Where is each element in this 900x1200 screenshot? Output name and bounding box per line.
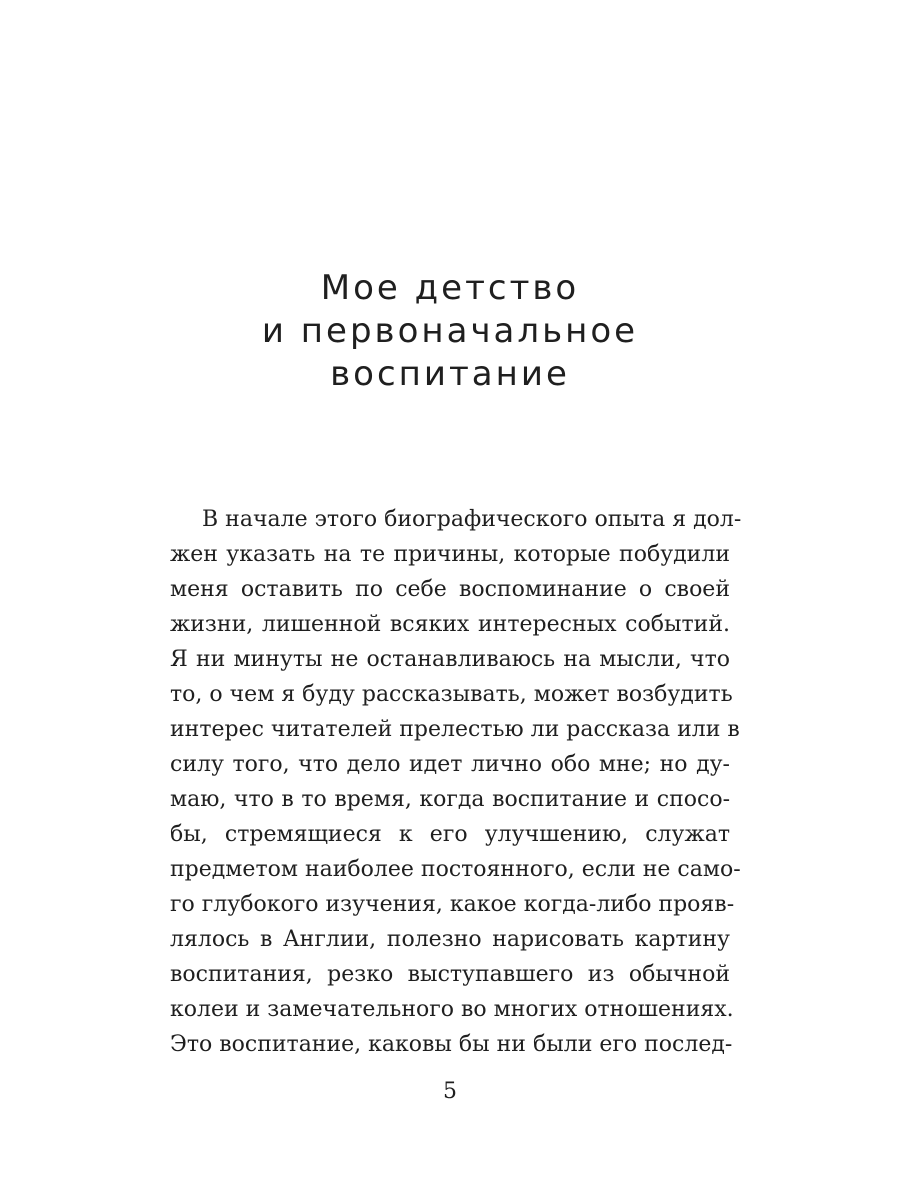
text-line: бы, стремящиеся к его улучшению, служат: [170, 822, 730, 847]
text-line: жен указать на те причины, которые побудили: [170, 542, 730, 567]
chapter-title-line: воспитание: [330, 354, 570, 394]
text-line: силу того, что дело идет лично обо мне; но ду-: [170, 752, 730, 777]
text-line: Это воспитание, каковы бы ни были его послед-: [170, 1032, 733, 1057]
text-line: меня оставить по себе воспоминание о своей: [170, 577, 730, 602]
chapter-title-line: Мое детство: [320, 268, 580, 308]
text-line: Я ни минуты не останавливаюсь на мысли, что: [170, 647, 730, 672]
body-paragraph: [170, 502, 742, 1062]
chapter-title: [0, 267, 900, 396]
text-line: лялось в Англии, полезно нарисовать картину: [170, 927, 730, 952]
text-line: жизни, лишенной всяких интересных событий.: [170, 612, 730, 637]
text-line: воспитания, резко выступавшего из обычной: [170, 962, 730, 987]
text-line: колеи и замечательного во многих отношениях.: [170, 997, 734, 1022]
text-line: предметом наиболее постоянного, если не само-: [170, 857, 741, 882]
text-line: интерес читателей прелестью ли рассказа или в: [170, 717, 740, 742]
text-line: то, о чем я буду рассказывать, может возбудить: [170, 682, 733, 707]
page-number: 5: [443, 1079, 457, 1104]
chapter-title-line: и первоначальное: [261, 311, 639, 351]
text-line: В начале этого биографического опыта я дол-: [202, 507, 742, 532]
text-line: го глубокого изучения, какое когда-либо прояв-: [170, 892, 735, 917]
text-line: маю, что в то время, когда воспитание и спосо-: [170, 787, 730, 812]
